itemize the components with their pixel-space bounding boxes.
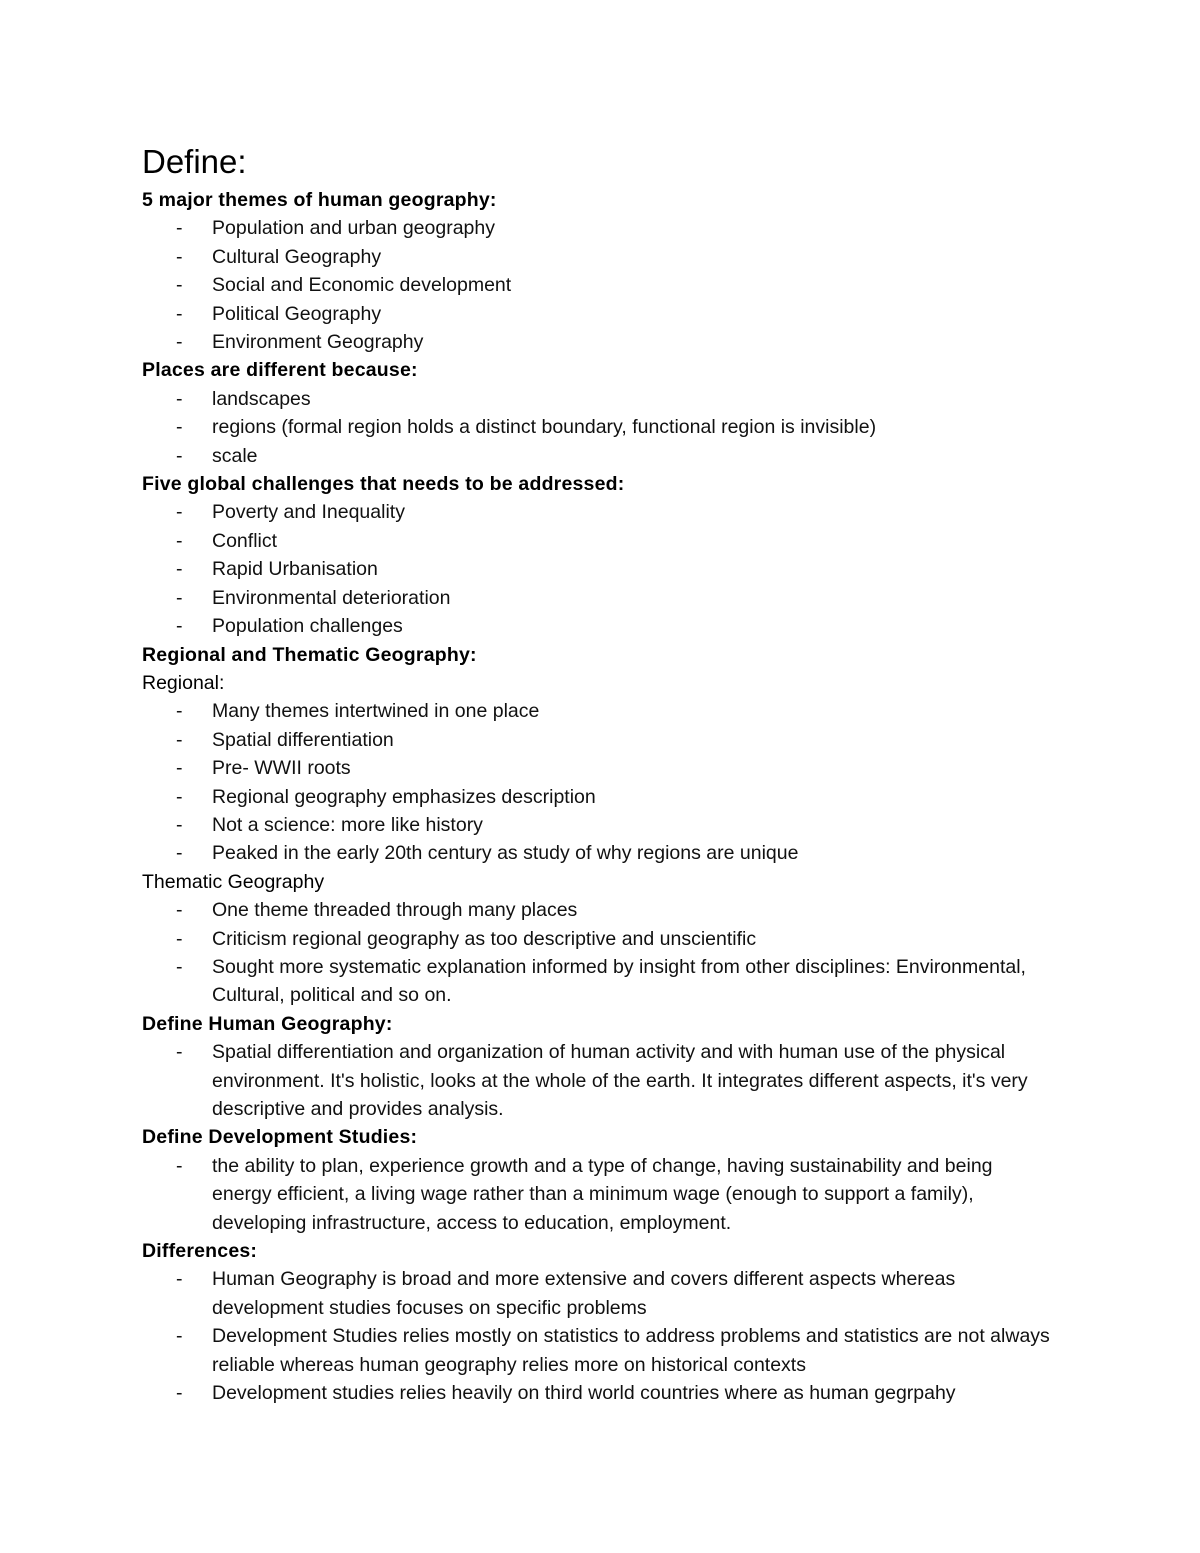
section-heading: Define Human Geography: (142, 1012, 393, 1035)
list-item: - Criticism regional geography as too descriptive and unscientific (142, 925, 1052, 953)
list-item: - Conflict (142, 527, 1052, 555)
list-item: - Not a science: more like history (142, 811, 1052, 839)
bullet-list (142, 1038, 1052, 1123)
page-title: Define: (142, 143, 247, 180)
list-item: - Rapid Urbanisation (142, 555, 1052, 583)
bullet-list (142, 498, 1052, 640)
list-item: - Population and urban geography (142, 214, 1052, 242)
bullet-list (142, 385, 1052, 470)
section-regional-thematic (142, 641, 1052, 1010)
section-differences (142, 1237, 1052, 1407)
section-global-challenges (142, 470, 1052, 640)
list-item: - Spatial differentiation (142, 726, 1052, 754)
subheading-regional: Regional: (142, 671, 225, 694)
section-major-themes (142, 186, 1052, 356)
section-development-studies (142, 1123, 1052, 1237)
section-heading: Define Development Studies: (142, 1126, 418, 1149)
bullet-list (142, 1265, 1052, 1407)
list-item: - scale (142, 442, 1052, 470)
section-heading: 5 major themes of human geography: (142, 189, 497, 211)
section-heading: Places are different because: (142, 359, 418, 382)
list-item: - Spatial differentiation and organization of human activity and with human use of the physical environment. It's holistic, looks at the whole of the earth. It integrates different aspects, it's very descriptive and provides analysis. (142, 1038, 1052, 1123)
list-item: - Human Geography is broad and more extensive and covers different aspects whereas development studies focuses on specific problems (142, 1265, 1052, 1322)
section-heading: Differences: (142, 1240, 258, 1263)
subheading-thematic: Thematic Geography (142, 870, 325, 893)
list-item: - landscapes (142, 385, 1052, 413)
list-item: - Peaked in the early 20th century as study of why regions are unique (142, 839, 1052, 867)
document-page (142, 140, 1052, 1407)
list-item: - Pre- WWII roots (142, 754, 1052, 782)
list-item: - Environmental deterioration (142, 584, 1052, 612)
bullet-list (142, 214, 1052, 356)
section-heading: Regional and Thematic Geography: (142, 643, 477, 666)
list-item: - the ability to plan, experience growth and a type of change, having sustainability and being energy efficient, a living wage rather than a minimum wage (enough to support a family), developing infrastructure, access to education, employment. (142, 1152, 1052, 1237)
list-item: - Regional geography emphasizes description (142, 783, 1052, 811)
list-item: - One theme threaded through many places (142, 896, 1052, 924)
list-item: - Development Studies relies mostly on statistics to address problems and statistics are not always reliable whereas human geography relies more on historical contexts (142, 1322, 1052, 1379)
list-item: - Political Geography (142, 300, 1052, 328)
list-item: - Development studies relies heavily on third world countries where as human gegrpahy (142, 1379, 1052, 1407)
bullet-list (142, 697, 1052, 867)
list-item: - Cultural Geography (142, 243, 1052, 271)
list-item: - Poverty and Inequality (142, 498, 1052, 526)
list-item: - Environment Geography (142, 328, 1052, 356)
list-item: - Sought more systematic explanation informed by insight from other disciplines: Environmental, Cultural, political and so on. (142, 953, 1052, 1010)
list-item: - Many themes intertwined in one place (142, 697, 1052, 725)
list-item: - Population challenges (142, 612, 1052, 640)
list-item: - regions (formal region holds a distinct boundary, functional region is invisible) (142, 413, 1052, 441)
section-human-geography (142, 1010, 1052, 1124)
bullet-list (142, 896, 1052, 1010)
list-item: - Social and Economic development (142, 271, 1052, 299)
section-heading: Five global challenges that needs to be addressed: (142, 473, 625, 496)
section-places-different (142, 356, 1052, 470)
bullet-list (142, 1152, 1052, 1237)
